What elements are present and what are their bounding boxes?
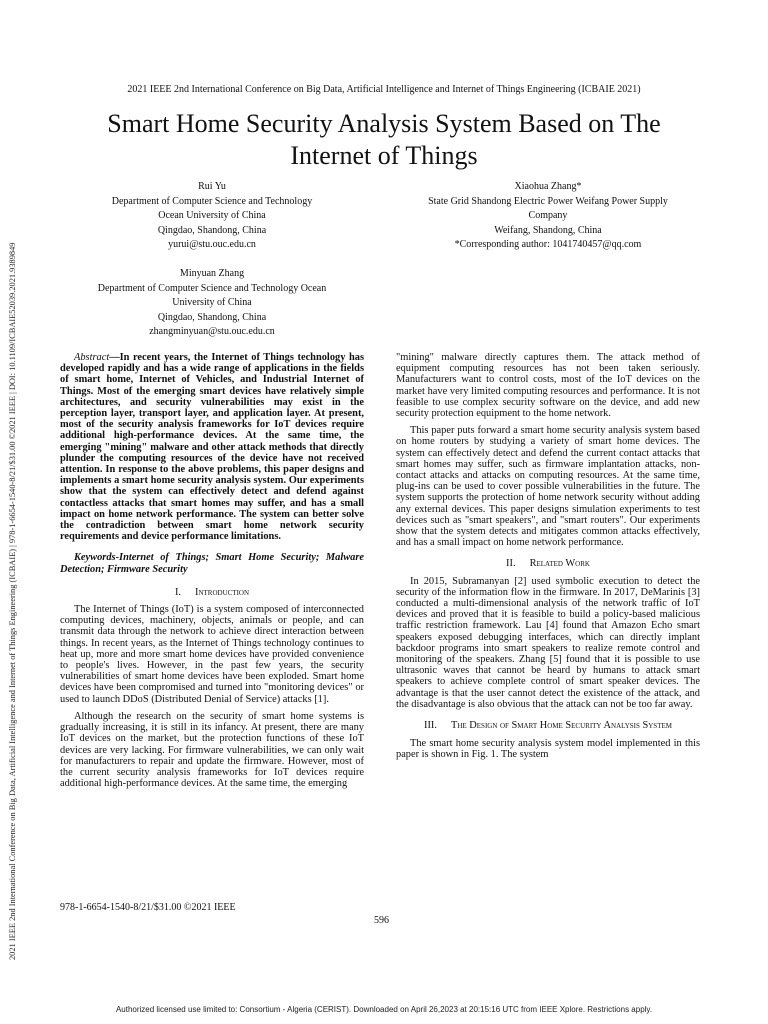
section-number: II. <box>506 558 516 570</box>
conference-header: 2021 IEEE 2nd International Conference on Big Data, Artificial Intelligence and Internet of Things Engineering (ICBAIE 2021) <box>127 84 641 95</box>
title-line-2: Internet of Things <box>290 141 478 170</box>
author-name: Rui Yu <box>198 181 226 192</box>
author-block-2 <box>396 180 700 253</box>
section-3-heading <box>396 720 700 732</box>
author-dept: State Grid Shandong Electric Power Weifang Power Supply <box>428 195 668 207</box>
abstract-label: Abstract <box>74 352 110 363</box>
intro-paragraph-3: "mining" malware directly captures them. The attack method of equipment computing resources has not been taken seriously. Manufacturers want to control costs, most of the IoT devices on the market have very limited computing resources and performance. It is not feasible to use complex security software on the device, and add new security protection equipment to the home network. <box>396 352 700 420</box>
author-block-1 <box>60 180 364 253</box>
author-univ: University of China <box>172 297 252 308</box>
section-number: I. <box>174 586 182 598</box>
side-doi-text: 2021 IEEE 2nd International Conference on Big Data, Artificial Intelligence and Internet of Things Engineering (ICBAIE) | 978-1-6654-1540-8/21/$31.00 ©2021 IEEE | DOI: 10.1109/ICBAIE52039.2021.9389849 <box>8 242 17 960</box>
author-email: zhangminyuan@stu.ouc.edu.cn <box>149 326 275 337</box>
copyright-footer: 978-1-6654-1540-8/21/$31.00 ©2021 IEEE <box>60 902 236 913</box>
section-2-heading <box>396 558 700 569</box>
author-block-3 <box>60 267 364 340</box>
keywords: Keywords-Internet of Things; Smart Home Security; Malware Detection; Firmware Security <box>60 552 364 575</box>
abstract-text: In recent years, the Internet of Things technology has developed rapidly and has a wide range of applications in the fields of smart home, Internet of Vehicles, and Industrial Internet of Things. Most of the emerging smart devices have relatively simple architectures, and security vulnerabilities may exist in the perception layer, transport layer, and application layer. At present, most of the security analysis frameworks for IoT devices require additional high-performance devices. At the same time, the emerging "mining" malware and other attack methods that directly plunder the computing resources of the device have not received attention. In response to the above problems, this paper designs and implements a smart home security analysis system. Our experiments show that the system can effectively detect and defend against contactless attacks that smart homes may suffer, and has a small impact on home network performance. The system can better solve the contradiction between smart home network security requirements and device performance limitations. <box>60 352 364 543</box>
abstract-dash: — <box>109 352 120 363</box>
intro-paragraph-1: The Internet of Things (IoT) is a system composed of interconnected computing devices, machinery, objects, animals or people, and can transmit data through the network to achieve direct interaction between things. In recent years, as the Internet of Things technology continues to heat up, more and more smart home devices have provided convenience to people's lives. However, in the past few years, the security vulnerabilities of smart home devices have been exploded. Smart home devices have been compromised and turned into "monitoring devices" or used to launch DDoS (Distributed Denial of Service) attacks [1]. <box>60 604 364 705</box>
author-city: Qingdao, Shandong, China <box>157 311 267 323</box>
author-company: Company <box>528 210 568 221</box>
author-dept: Department of Computer Science and Technology <box>111 195 313 207</box>
section-title: Introduction <box>195 586 250 598</box>
page-number: 596 <box>374 915 389 926</box>
author-dept: Department of Computer Science and Technology Ocean <box>97 282 327 294</box>
author-name: Minyuan Zhang <box>179 268 245 279</box>
design-paragraph-1: The smart home security analysis system model implemented in this paper is shown in Fig. 1. The system <box>396 738 700 761</box>
intro-paragraph-4: This paper puts forward a smart home security analysis system based on home routers by studying a variety of smart home devices. The system can effectively detect and defend the current contact attacks that smart homes may suffer, such as firmware implantation attacks, non-contact attacks and attacks on computing resources. At the same time, plug-ins can be used to cover possible vulnerabilities in the future. The system supports the protection of home network security without adding any external devices. This paper designs simulation experiments to test devices such as "smart speakers", and "smart routers". Our experiments show that the system detects and mitigates common attacks effectively, and has a small impact on home network performance. <box>396 425 700 549</box>
author-email: yurui@stu.ouc.edu.cn <box>168 239 256 250</box>
right-column <box>396 352 700 767</box>
abstract <box>60 352 364 542</box>
author-city: Qingdao, Shandong, China <box>157 224 267 236</box>
author-email: *Corresponding author: 1041740457@qq.com <box>454 239 642 250</box>
related-paragraph-1: In 2015, Subramanyan [2] used symbolic execution to detect the security of the information flow in the firmware. In 2017, DeMarinis [3] conducted a multi-dimensional analysis of the network traffic of IoT devices and proved that it is feasible to build a policy-based malicious traffic restriction framework. Lau [4] found that Amazon Echo smart speakers exposed debugging interfaces, which can directly implant backdoor programs into smart speakers to realize remote control and monitoring of the speakers. Zhang [5] found that it is possible to use ultrasonic waves that cannot be heard by humans to attack smart speakers to achieve complete control of smart speaker devices. The advantage is that the user cannot detect the existence of the attack, and the disadvantage is also obvious that the attack can not be too far away. <box>396 575 700 710</box>
intro-paragraph-2: Although the research on the security of smart home systems is gradually increasing, it is still in its infancy. At present, there are many IoT devices on the market, but the protection functions of these IoT devices are very lacking. For firmware vulnerabilities, we can only wait for manufacturers to repair and update the firmware. However, most of the current security analysis frameworks for IoT devices require additional high-performance devices. At the same time, the emerging <box>60 710 364 790</box>
author-univ: Ocean University of China <box>158 210 266 221</box>
section-1-heading <box>60 587 364 598</box>
paper-title <box>40 108 728 172</box>
title-line-1: Smart Home Security Analysis System Based on The <box>107 109 661 138</box>
section-title: Related Work <box>529 558 590 570</box>
left-column <box>60 352 364 795</box>
author-city: Weifang, Shandong, China <box>494 224 602 236</box>
license-notice: Authorized licensed use limited to: Consortium - Algeria (CERIST). Downloaded on April 26,2023 at 20:15:16 UTC from IEEE Xplore. Restrictions apply. <box>115 1005 653 1014</box>
section-title: The Design of Smart Home Security Analysis System <box>451 720 672 732</box>
author-name: Xiaohua Zhang* <box>514 181 582 192</box>
section-number: III. <box>424 720 437 732</box>
